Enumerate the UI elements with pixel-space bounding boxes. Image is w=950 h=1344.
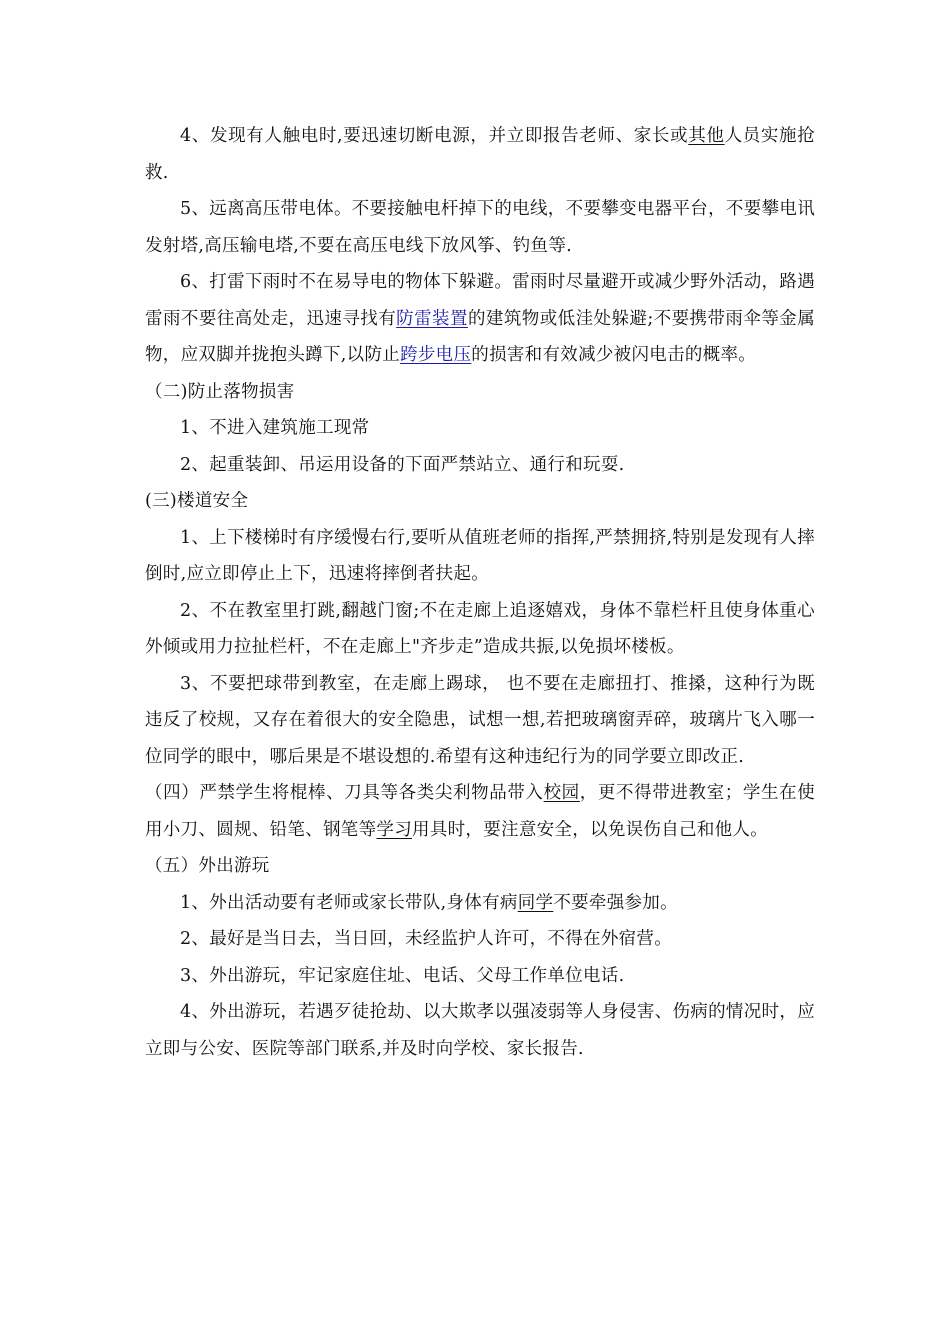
text-segment: 的损害和有效减少被闪电击的概率。 <box>471 345 757 365</box>
paragraph-outing-escort <box>145 885 815 922</box>
underlined-term-others: 其他 <box>688 126 725 146</box>
paragraph-classroom-corridor: 2、不在教室里打跳,翻越门窗;不在走廊上追逐嬉戏，身体不靠栏杆且使身体重心外倾或用力拉扯栏杆，不在走廊上"齐步走”造成共振,以免损坏楼板。 <box>145 600 815 657</box>
document-page <box>145 118 815 1067</box>
underlined-term-study: 学习 <box>376 819 413 840</box>
section-sharp-objects <box>145 775 815 848</box>
paragraph-ball-games: 3、不要把球带到教室，在走廊上踢球， 也不要在走廊扭打、推搡，这种行为既违反了校规，又存在着很大的安全隐患，试想一想,若把玻璃窗弄碎，玻璃片飞入哪一位同学的眼中，哪后果是不堪设想的.希望有这种违纪行为的同学要立即改正. <box>145 673 815 767</box>
section-heading-stairway-safety: (三)楼道安全 <box>145 491 249 511</box>
text-segment: 人员实施抢救. <box>145 126 816 183</box>
paragraph-lifting-equipment: 2、起重装卸、吊运用设备的下面严禁站立、通行和玩耍. <box>180 454 625 475</box>
paragraph-thunderstorm <box>145 264 815 374</box>
underlined-term-campus: 校园 <box>543 783 580 803</box>
paragraph-high-voltage: 5、远离高压带电体。不要接触电杆掉下的电线，不要攀变电器平台，不要攀电讯发射塔,高压输电塔,不要在高压电线下放风筝、钓鱼等. <box>145 199 815 256</box>
text-segment: ，更不得带进教室；学生在使用小刀、圆规、铅笔、钢笔等 <box>145 783 815 840</box>
paragraph-construction-site: 1、不进入建筑施工现常 <box>180 418 370 438</box>
paragraph-stairs: 1、上下楼梯时有序缓慢右行,要听从值班老师的指挥,严禁拥挤,特别是发现有人摔倒时,应立即停止上下，迅速将摔倒者扶起。 <box>145 527 815 584</box>
underlined-term-classmates: 同学 <box>517 892 554 913</box>
paragraph-electric-shock <box>145 118 815 191</box>
link-lightning-protection[interactable]: 防雷装置 <box>396 308 468 329</box>
text-segment: 4、发现有人触电时,要迅速切断电源，并立即报告老师、家长或 <box>180 126 689 146</box>
section-heading-outings: （五）外出游玩 <box>145 856 270 876</box>
link-step-voltage[interactable]: 跨步电压 <box>400 345 472 365</box>
text-segment: 1、外出活动要有老师或家长带队,身体有病 <box>180 892 518 913</box>
text-segment: 用具时，要注意安全，以免误伤自己和他人。 <box>412 819 769 840</box>
text-segment: 不要牵强参加。 <box>553 892 678 913</box>
paragraph-same-day-return: 2、最好是当日去，当日回，未经监护人许可，不得在外宿营。 <box>180 929 673 949</box>
paragraph-emergency-report: 4、外出游玩，若遇歹徒抢劫、以大欺孝以强凌弱等人身侵害、伤病的情况时，应立即与公安、医院等部门联系,并及时向学校、家长报告. <box>145 1002 815 1059</box>
text-segment: （四）严禁学生将棍棒、刀具等各类尖利物品带入 <box>145 783 544 803</box>
text-segment: 的建筑物或低洼处躲避;不要携带雨伞等金属物，应双脚并拢抱头蹲下,以防止 <box>145 308 815 365</box>
section-heading-falling-objects: （二)防止落物损害 <box>145 381 295 402</box>
paragraph-remember-contacts: 3、外出游玩，牢记家庭住址、电话、父母工作单位电话. <box>180 965 625 986</box>
text-segment: 6、打雷下雨时不在易导电的物体下躲避。雷雨时尽量避开或减少野外活动，路遇雷雨不要往高处走，迅速寻找有 <box>145 272 815 329</box>
